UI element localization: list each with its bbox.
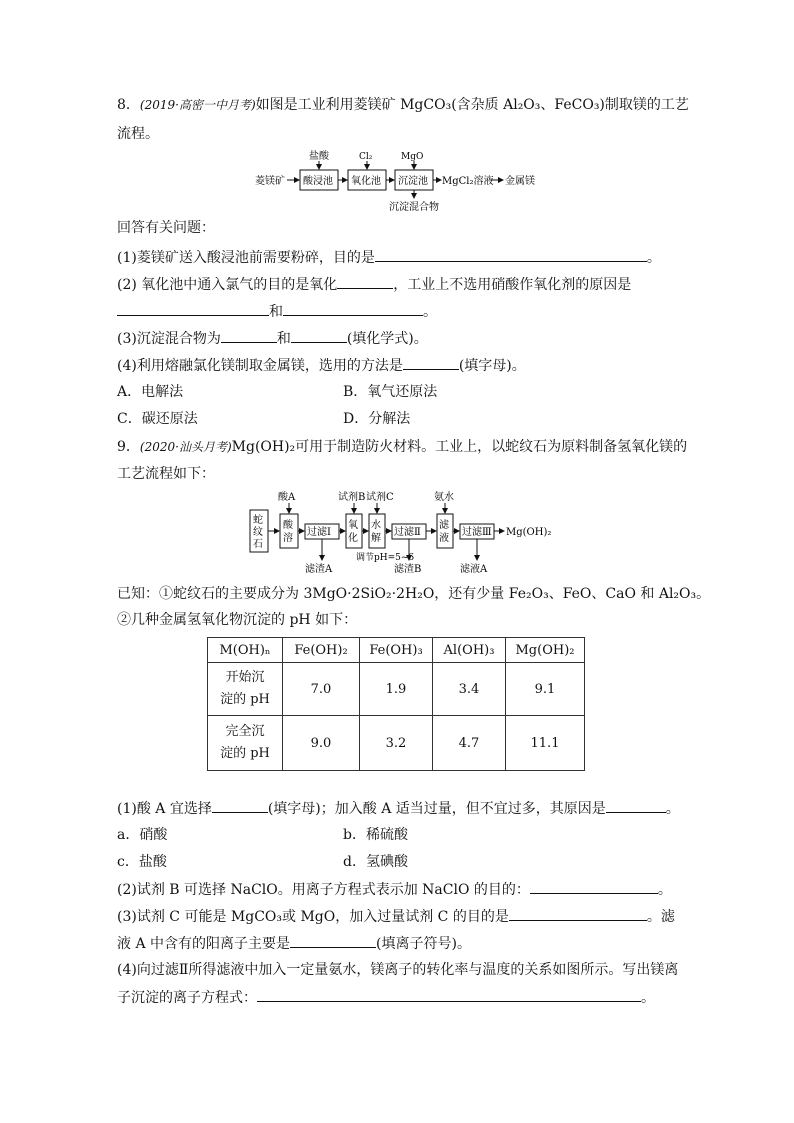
q8-p2-text2: ，工业上不选用硝酸作氧化剂的原因是 bbox=[393, 277, 632, 293]
q8-part4 bbox=[117, 355, 526, 376]
q8-part2 bbox=[117, 274, 631, 295]
table-header-cell: Mg(OH)₂ bbox=[506, 638, 585, 663]
q9-part2 bbox=[117, 879, 672, 900]
q9-ox-in: 试剂B bbox=[338, 492, 366, 503]
ph-table bbox=[207, 637, 585, 771]
q9-number: 9． bbox=[117, 439, 140, 455]
q9-start-char1: 蛇 bbox=[253, 515, 263, 526]
q8-p1-text: (1)菱镁矿送入酸浸池前需要粉碎，目的是 bbox=[117, 250, 375, 266]
q9-filter1-label: 过滤Ⅰ bbox=[307, 527, 331, 538]
table-row-label bbox=[208, 716, 283, 771]
q9-p1-text2: (填字母)；加入酸 A 适当过量，但不宜过多，其原因是 bbox=[267, 801, 606, 817]
table-row bbox=[208, 716, 585, 771]
q8-in3-label: MgO bbox=[401, 152, 424, 162]
q8-p1-end: 。 bbox=[646, 250, 661, 266]
q9-p2-text: (2)试剂 B 可选择 NaClO。用离子方程式表示加 NaClO 的目的： bbox=[117, 882, 530, 898]
q8-option-c[interactable]: C．碳还原法 bbox=[117, 411, 198, 427]
table-header-row bbox=[208, 638, 585, 663]
q9-intro-cont: 工艺流程如下： bbox=[117, 466, 215, 482]
q8-in2-label: Cl₂ bbox=[359, 152, 373, 162]
q8-mid-label: MgCl₂溶液 bbox=[442, 176, 494, 187]
q9-p4-text: (4)向过滤Ⅱ所得滤液中加入一定量氨水，镁离子的转化率与温度的关系如图所示。写出镁离 bbox=[117, 962, 679, 978]
q9-p3-text: (3)试剂 C 可能是 MgCO₃或 MgO，加入过量试剂 C 的目的是 bbox=[117, 909, 509, 925]
answer-blank[interactable] bbox=[117, 301, 269, 316]
answer-blank[interactable] bbox=[221, 328, 277, 343]
q9-liq-char1: 滤 bbox=[439, 520, 449, 531]
q9-intro-line2 bbox=[117, 464, 215, 484]
table-header-cell: Fe(OH)₂ bbox=[283, 638, 360, 663]
table-header-cell: Fe(OH)₃ bbox=[360, 638, 433, 663]
q8-option-a[interactable]: A．电解法 bbox=[117, 384, 184, 400]
q9-acid-char2: 溶 bbox=[283, 533, 293, 544]
q8-p2-and: 和 bbox=[269, 304, 283, 320]
row-label-line1: 完全沉 bbox=[225, 724, 265, 739]
q9-part1 bbox=[117, 798, 680, 819]
q9-source: (2020·汕头月考) bbox=[139, 440, 232, 454]
q9-option-d[interactable]: d．氢碘酸 bbox=[343, 854, 408, 870]
table-cell: 1.9 bbox=[360, 663, 433, 716]
table-cell: 7.0 bbox=[283, 663, 360, 716]
q9-p1-end: 。 bbox=[665, 801, 680, 817]
answer-blank[interactable] bbox=[212, 798, 268, 813]
q8-option-d[interactable]: D．分解法 bbox=[343, 411, 411, 427]
q8-p4-end: (填字母)。 bbox=[458, 358, 526, 374]
table-cell: 3.4 bbox=[433, 663, 506, 716]
q8-option-b[interactable]: B．氧气还原法 bbox=[343, 384, 438, 400]
q9-p3-end: (填离子符号)。 bbox=[376, 936, 471, 952]
q9-start-char2: 纹 bbox=[253, 527, 263, 538]
q8-source: (2019·高密一中月考) bbox=[139, 98, 256, 112]
q8-intro-line2 bbox=[117, 124, 159, 144]
q8-p2-end: 。 bbox=[423, 304, 437, 320]
table-cell: 9.1 bbox=[506, 663, 585, 716]
q8-box2-label: 氧化池 bbox=[351, 176, 381, 187]
q9-p4-end: 。 bbox=[641, 990, 655, 1006]
q9-liq-in: 氨水 bbox=[434, 492, 454, 503]
answer-blank[interactable] bbox=[509, 906, 647, 921]
table-row bbox=[208, 663, 585, 716]
q9-part3 bbox=[117, 906, 675, 927]
q9-hyd-in: 试剂C bbox=[366, 492, 394, 503]
q9-option-a[interactable]: a．硝酸 bbox=[117, 827, 168, 843]
q9-option-c[interactable]: c．盐酸 bbox=[117, 854, 167, 870]
q9-part4 bbox=[117, 960, 678, 980]
answer-blank[interactable] bbox=[291, 328, 347, 343]
table-header-cell: M(OH)ₙ bbox=[208, 638, 283, 663]
q9-p4-text2: 子沉淀的离子方程式： bbox=[117, 990, 257, 1006]
q9-known1: 已知：①蛇纹石的主要成分为 3MgO·2SiO₂·2H₂O，还有少量 Fe₂O₃、FeO、CaO 和 Al₂O₃。 bbox=[117, 586, 711, 602]
q8-box1-label: 酸浸池 bbox=[303, 176, 333, 187]
q9-hyd-char1: 水 bbox=[371, 520, 381, 531]
answer-blank[interactable] bbox=[257, 987, 641, 1002]
q9-p1-text: (1)酸 A 宜选择 bbox=[117, 801, 212, 817]
q9-part4-line2 bbox=[117, 987, 655, 1008]
table-cell: 4.7 bbox=[433, 716, 506, 771]
q9-part3-line2 bbox=[117, 933, 471, 954]
q9-intro-line bbox=[117, 437, 687, 457]
q8-p3-and: 和 bbox=[276, 331, 291, 347]
answer-blank[interactable] bbox=[403, 355, 459, 370]
q9-ox-char2: 化 bbox=[348, 533, 358, 544]
q8-intro: 如图是工业利用菱镁矿 MgCO₃(含杂质 Al₂O₃、FeCO₃)制取镁的工艺 bbox=[255, 97, 689, 113]
answer-blank[interactable] bbox=[375, 247, 647, 262]
row-label-line1: 开始沉 bbox=[225, 670, 265, 685]
q8-p4-text: (4)利用熔融氯化镁制取金属镁，选用的方法是 bbox=[117, 358, 403, 374]
q9-p3-text3: 液 A 中含有的阳离子主要是 bbox=[117, 936, 291, 952]
q8-number: 8． bbox=[117, 97, 140, 113]
q8-part1 bbox=[117, 247, 661, 268]
table-cell: 9.0 bbox=[283, 716, 360, 771]
table-row-label bbox=[208, 663, 283, 716]
q9-residue2-label: 滤渣B bbox=[394, 564, 422, 575]
q9-p3-text2: 。滤 bbox=[646, 909, 675, 925]
q8-end-label: 金属镁 bbox=[505, 176, 535, 187]
q9-known2: ②几种金属氢氧化物沉淀的 pH 如下： bbox=[117, 612, 358, 628]
table-cell: 11.1 bbox=[506, 716, 585, 771]
q9-residue1-label: 滤渣A bbox=[305, 564, 333, 575]
q8-intro-line bbox=[117, 95, 689, 115]
q8-flow-start: 菱镁矿 bbox=[255, 176, 285, 187]
q8-in1-label: 盐酸 bbox=[309, 151, 329, 162]
q9-acid-in: 酸A bbox=[278, 492, 296, 503]
answer-blank[interactable] bbox=[530, 879, 658, 894]
q9-ox-char1: 氧 bbox=[348, 520, 358, 531]
q8-p3-end: (填化学式)。 bbox=[346, 331, 428, 347]
q8-out3-label: 沉淀混合物 bbox=[389, 202, 439, 213]
q9-liq-char2: 液 bbox=[439, 533, 449, 544]
q9-start-char3: 石 bbox=[253, 539, 263, 550]
q8-part3 bbox=[117, 328, 428, 349]
q9-p2-end: 。 bbox=[657, 882, 672, 898]
answer-blank[interactable] bbox=[606, 798, 666, 813]
q9-acid-char1: 酸 bbox=[283, 520, 293, 531]
table-cell: 3.2 bbox=[360, 716, 433, 771]
q9-adjust-label: 调节pH=5~6 bbox=[356, 553, 415, 563]
q9-hyd-char2: 解 bbox=[371, 533, 381, 544]
answer-blank[interactable] bbox=[290, 933, 376, 948]
table-header-cell: Al(OH)₃ bbox=[433, 638, 506, 663]
q9-liqout-label: 滤液A bbox=[460, 564, 488, 575]
q9-filter2-label: 过滤Ⅱ bbox=[394, 527, 421, 538]
answer-blank[interactable] bbox=[283, 301, 423, 316]
q8-part2-line2 bbox=[117, 301, 437, 322]
q9-product-label: Mg(OH)₂ bbox=[506, 527, 552, 538]
row-label-line2: 淀的 pH bbox=[220, 746, 270, 761]
row-label-line2: 淀的 pH bbox=[220, 692, 270, 707]
q9-intro: Mg(OH)₂可用于制造防火材料。工业上，以蛇纹石为原料制备氢氧化镁的 bbox=[231, 439, 688, 455]
q8-flow-diagram bbox=[255, 148, 545, 214]
answer-blank[interactable] bbox=[337, 274, 393, 289]
q9-filter3-label: 过滤Ⅲ bbox=[462, 527, 492, 538]
q8-p2-text: (2) 氧化池中通入氯气的目的是氧化 bbox=[117, 277, 338, 293]
q9-option-b[interactable]: b．稀硫酸 bbox=[343, 827, 408, 843]
q9-flow-diagram bbox=[248, 488, 558, 580]
q8-box3-label: 沉淀池 bbox=[398, 176, 428, 187]
q8-intro-cont: 流程。 bbox=[117, 126, 159, 142]
q8-answer-header: 回答有关问题： bbox=[117, 220, 215, 236]
q8-p3-text: (3)沉淀混合物为 bbox=[117, 331, 221, 347]
